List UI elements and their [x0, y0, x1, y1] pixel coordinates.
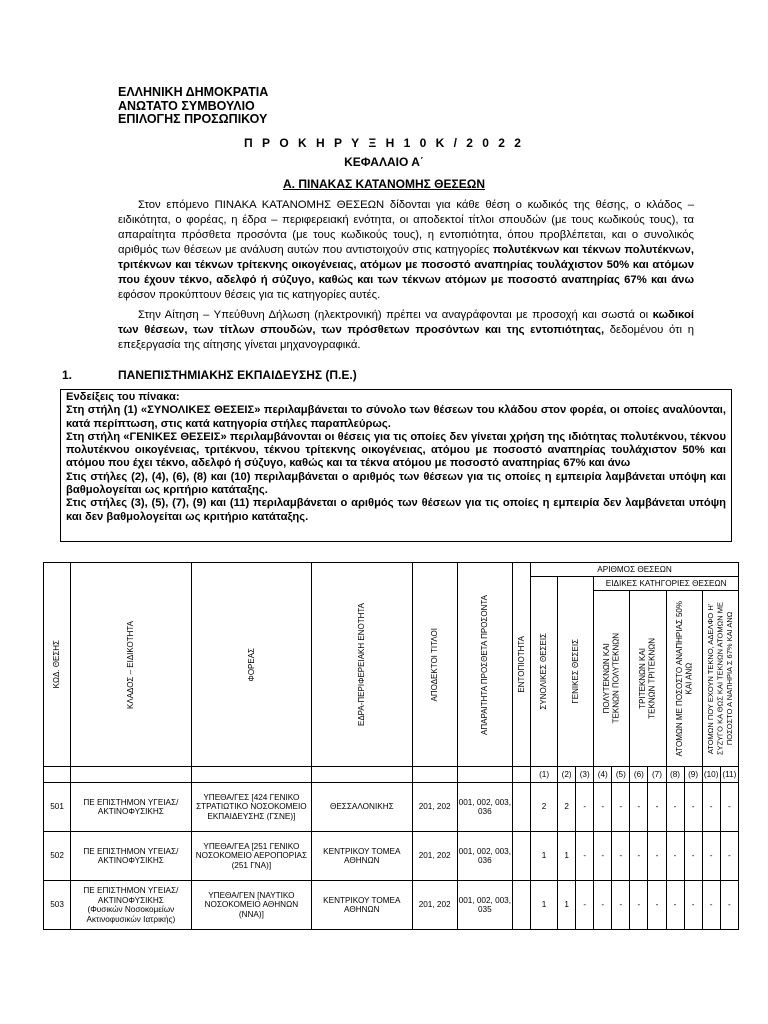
cell-seat: ΘΕΣΣΑΛΟΝΙΚΗΣ — [312, 783, 412, 832]
cell-branch: ΠΕ ΕΠΙΣΤΗΜΟΝ ΥΓΕΙΑΣ/ΑΚΤΙΝΟΦΥΣΙΚΗΣ — [71, 832, 192, 881]
cell-count: - — [630, 881, 648, 930]
col-number: (10) — [702, 767, 720, 783]
col-number: (2) — [558, 767, 576, 783]
header-line-2: ΑΝΩΤΑΤΟ ΣΥΜΒΟΥΛΙΟ — [118, 98, 255, 113]
cell-agency: ΥΠΕΘΑ/ΓΕΣ [424 ΓΕΝΙΚΟ ΣΤΡΑΤΙΩΤΙΚΟ ΝΟΣΟΚΟΜΕΙΟ ΕΚΠΑΙΔΕΥΣΗΣ (ΓΣΝΕ)] — [191, 783, 312, 832]
cell-count: - — [648, 832, 666, 881]
note-item: Στη στήλη «ΓΕΝΙΚΕΣ ΘΕΣΕΙΣ» περιλαμβάνονται οι θέσεις για τις οποίες δεν γίνεται χρήση της ιδιότητας πολυτέκνου, τέκνου πολυτέκνου οικογένειας, τριτέκνου, τέκνου τρίτεκνης οικογένειας, ατόμου με ποσοστό αναπηρίας τουλάχιστον 50% και ατόμου που έχει τέκνο, αδελφό ή σύζυγο, καθώς και τα τέκνα ατόμου με ποσοστό αναπηρίας 67% και άνω — [66, 430, 726, 470]
cell-count: - — [666, 881, 684, 930]
table-notes-box — [60, 389, 732, 542]
cell-count: - — [702, 783, 720, 832]
cell-count: 2 — [558, 783, 576, 832]
intro-p1-bold: πολυτέκνων και τέκνων πολυτέκνων, τριτέκνων και τέκνων τρίτεκνης οικογένειας, ατόμων με ποσοστό αναπηρίας τουλάχιστον 50% και ατόμων που έχουν τέκνο, αδελφό ή σύζυγο, καθώς και των τέκνων ατόμων με ποσοστό αναπηρίας 67% και άνω — [118, 244, 695, 286]
intro-paragraph-2 — [118, 308, 694, 353]
table-row — [44, 832, 739, 881]
note-item: Στις στήλες (3), (5), (7), (9) και (11) περιλαμβάνεται ο αριθμός των θέσεων για τις οποίες η εμπειρία δεν λαμβάνεται υπόψη και δεν βαθμολογείται ως κριτήριο κατάταξης. — [66, 497, 726, 523]
issuer-header — [118, 86, 268, 127]
header-relatives-67: ΑΤΟΜΩΝ ΠΟΥ ΕΧΟΥΝ ΤΕΚΝΟ, ΑΔΕΛΦΟ Η' ΣΥΖΥΓΟ ΚΑ ΘΩΣ ΚΑΙ ΤΕΚΝΩΝ ΑΤΟΜΩΝ ΜΕ ΠΟΣΟΣΤΟ Α ΝΑΠΗΡΙΑ Σ 67% ΚΑΙ ΑΝΩ — [702, 591, 738, 767]
col-number: (3) — [576, 767, 594, 783]
intro-paragraph-1 — [118, 198, 694, 303]
cell-count: - — [684, 783, 702, 832]
col-number: (5) — [612, 767, 630, 783]
header-locality: ΕΝΤΟΠΙΟΤΗΤΑ — [512, 563, 530, 767]
cell-titles: 201, 202 — [412, 881, 457, 930]
cell-count: - — [594, 783, 612, 832]
cell-code: 502 — [44, 832, 71, 881]
positions-table — [43, 562, 739, 930]
chapter-title: ΚΕΦΑΛΑΙΟ Α΄ — [344, 155, 424, 169]
note-item: Στις στήλες (2), (4), (6), (8) και (10) περιλαμβάνεται ο αριθμός των θέσεων για τις οποίες η εμπειρία λαμβάνεται υπόψη και βαθμολογείται ως κριτήριο κατάταξης. — [66, 470, 726, 497]
cell-code: 501 — [44, 783, 71, 832]
cell-count: - — [684, 881, 702, 930]
cell-locality — [512, 783, 530, 832]
proclamation-title: Π Ρ Ο Κ Η Ρ Υ Ξ Η 1 0 Κ / 2 0 2 2 — [244, 136, 524, 150]
header-code: ΚΩΔ. ΘΕΣΗΣ — [44, 563, 71, 767]
header-branch: ΚΛΑΔΟΣ – ΕΙΔΙΚΟΤΗΤΑ — [71, 563, 192, 767]
cell-locality — [512, 881, 530, 930]
col-number: (11) — [720, 767, 738, 783]
cell-seat: ΚΕΝΤΡΙΚΟΥ ΤΟΜΕΑ ΑΘΗΝΩΝ — [312, 832, 412, 881]
intro-p1-text: Στον επόμενο ΠΙΝΑΚΑ ΚΑΤΑΝΟΜΗΣ ΘΕΣΕΩΝ δίδονται για κάθε θέση ο κωδικός της θέσης, ο κλάδος – ειδικότητα, ο φορέας, η έδρα – περιφερειακή ενότητα, οι αποδεκτοί τίτλοι σπουδών (με τους κωδικούς τους), τα απαραίτητα πρόσθετα προσόντα (με τους κωδικούς τους), η εντοπιότητα, όπου προβλέπεται, και ο συνολικός αριθμός των θέσεων με ανάλυση αυτών που αντιστοιχούν στις κατηγορίες — [118, 199, 694, 256]
section-1-number: 1. — [62, 368, 73, 382]
table-row — [44, 783, 739, 832]
note-item: Στη στήλη (1) «ΣΥΝΟΛΙΚΕΣ ΘΕΣΕΙΣ» περιλαμβάνεται το σύνολο των θέσεων του κλάδου στον φορέα, οι οποίες αναλύονται, κατά περίπτωση, στις κατά κατηγορία στήλες παραπλεύρως. — [66, 404, 726, 430]
header-line-1: ΕΛΛΗΝΙΚΗ ΔΗΜΟΚΡΑΤΙΑ — [118, 85, 269, 99]
intro-p2-text: Στην Αίτηση – Υπεύθυνη Δήλωση (ηλεκτρονική) πρέπει να αναγράφονται με προσοχή και σωστά οι — [138, 309, 653, 321]
cell-count: - — [720, 783, 738, 832]
cell-count: 1 — [531, 832, 558, 881]
cell-count: - — [648, 881, 666, 930]
cell-branch: ΠΕ ΕΠΙΣΤΗΜΟΝ ΥΓΕΙΑΣ/ΑΚΤΙΝΟΦΥΣΙΚΗΣ — [71, 783, 192, 832]
cell-count: - — [666, 832, 684, 881]
cell-count: - — [594, 881, 612, 930]
cell-code: 503 — [44, 881, 71, 930]
col-number: (9) — [684, 767, 702, 783]
header-polyteknoi: ΠΟΛΥΤΕΚΝΩΝ ΚΑΙ ΤΕΚΝΩΝ ΠΟΛΥΤΕΚΝΩΝ — [594, 591, 630, 767]
cell-qualifications: 001, 002, 003, 036 — [457, 783, 512, 832]
cell-count: - — [630, 783, 648, 832]
cell-qualifications: 001, 002, 003, 036 — [457, 832, 512, 881]
cell-count: - — [612, 881, 630, 930]
header-total: ΣΥΝΟΛΙΚΕΣ ΘΕΣΕΙΣ — [531, 577, 558, 767]
col-number: (8) — [666, 767, 684, 783]
cell-count: 1 — [558, 881, 576, 930]
cell-count: - — [576, 783, 594, 832]
column-number-row — [44, 767, 739, 783]
cell-count: 1 — [531, 881, 558, 930]
col-number: (4) — [594, 767, 612, 783]
header-qualifications: ΑΠΑΡΑΙΤΗΤΑ ΠΡΟΣΘΕΤΑ ΠΡΟΣΟΝΤΑ — [457, 563, 512, 767]
header-triteknoi: ΤΡΙΤΕΚΝΩΝ ΚΑΙ ΤΕΚΝΩΝ ΤΡΙΤΕΚΝΩΝ — [630, 591, 666, 767]
cell-agency: ΥΠΕΘΑ/ΓΕΑ [251 ΓΕΝΙΚΟ ΝΟΣΟΚΟΜΕΙΟ ΑΕΡΟΠΟΡΙΑΣ (251 ΓΝΑ)] — [191, 832, 312, 881]
cell-seat: ΚΕΝΤΡΙΚΟΥ ΤΟΜΕΑ ΑΘΗΝΩΝ — [312, 881, 412, 930]
cell-branch: ΠΕ ΕΠΙΣΤΗΜΟΝ ΥΓΕΙΑΣ/ΑΚΤΙΝΟΦΥΣΙΚΗΣ (Φυσικών Νοσοκομείων Ακτινοφυσικών Ιατρικής) — [71, 881, 192, 930]
cell-count: - — [576, 881, 594, 930]
header-special-categories: ΕΙΔΙΚΕΣ ΚΑΤΗΓΟΡΙΕΣ ΘΕΣΕΩΝ — [594, 577, 739, 591]
header-agency: ΦΟΡΕΑΣ — [191, 563, 312, 767]
cell-count: - — [702, 832, 720, 881]
cell-count: - — [720, 832, 738, 881]
header-seat: ΕΔΡΑ-ΠΕΡΙΦΕΡΕΙΑΚΗ ΕΝΟΤΗΤΑ — [312, 563, 412, 767]
header-line-3: ΕΠΙΛΟΓΗΣ ΠΡΟΣΩΠΙΚΟΥ — [118, 112, 268, 126]
header-disability-50: ΑΤΟΜΩΝ ΜΕ ΠΟΣΟΣΤΟ ΑΝΑΠΗΡΙΑΣ 50% ΚΑΙ ΑΝΩ — [666, 591, 702, 767]
cell-count: - — [594, 832, 612, 881]
cell-count: 2 — [531, 783, 558, 832]
section-1-heading — [62, 368, 357, 382]
intro-text — [118, 198, 694, 358]
header-positions-count: ΑΡΙΘΜΟΣ ΘΕΣΕΩΝ — [531, 563, 739, 577]
cell-count: - — [720, 881, 738, 930]
cell-count: - — [666, 783, 684, 832]
col-number: (6) — [630, 767, 648, 783]
section-1-label: ΠΑΝΕΠΙΣΤΗΜΙΑΚΗΣ ΕΚΠΑΙΔΕΥΣΗΣ (Π.Ε.) — [118, 368, 357, 382]
col-number: (7) — [648, 767, 666, 783]
intro-p2-bold: κωδικοί των θέσεων, των τίτλων σπουδών, των πρόσθετων προσόντων και της εντοπιότητας, — [118, 309, 694, 336]
cell-count: - — [702, 881, 720, 930]
cell-count: - — [576, 832, 594, 881]
col-number: (1) — [531, 767, 558, 783]
section-a-title: Α. ΠΙΝΑΚΑΣ ΚΑΤΑΝΟΜΗΣ ΘΕΣΕΩΝ — [282, 177, 485, 191]
notes-heading: Ενδείξεις του πίνακα: — [66, 391, 180, 403]
cell-agency: ΥΠΕΘΑ/ΓΕΝ [ΝΑΥΤΙΚΟ ΝΟΣΟΚΟΜΕΙΟ ΑΘΗΝΩΝ (ΝΝΑ)] — [191, 881, 312, 930]
cell-count: - — [612, 783, 630, 832]
intro-p1-tail: εφόσον προκύπτουν θέσεις για τις κατηγορίες αυτές. — [118, 289, 381, 301]
cell-count: - — [630, 832, 648, 881]
cell-count: 1 — [558, 832, 576, 881]
cell-count: - — [648, 783, 666, 832]
header-general: ΓΕΝΙΚΕΣ ΘΕΣΕΙΣ — [558, 577, 594, 767]
cell-titles: 201, 202 — [412, 832, 457, 881]
header-titles: ΑΠΟΔΕΚΤΟΙ ΤΙΤΛΟΙ — [412, 563, 457, 767]
cell-locality — [512, 832, 530, 881]
cell-titles: 201, 202 — [412, 783, 457, 832]
cell-count: - — [684, 832, 702, 881]
table-row — [44, 881, 739, 930]
cell-qualifications: 001, 002, 003, 035 — [457, 881, 512, 930]
intro-p2-tail: δεδομένου ότι η επεξεργασία της αίτησης γίνεται μηχανογραφικά. — [118, 324, 695, 351]
cell-count: - — [612, 832, 630, 881]
